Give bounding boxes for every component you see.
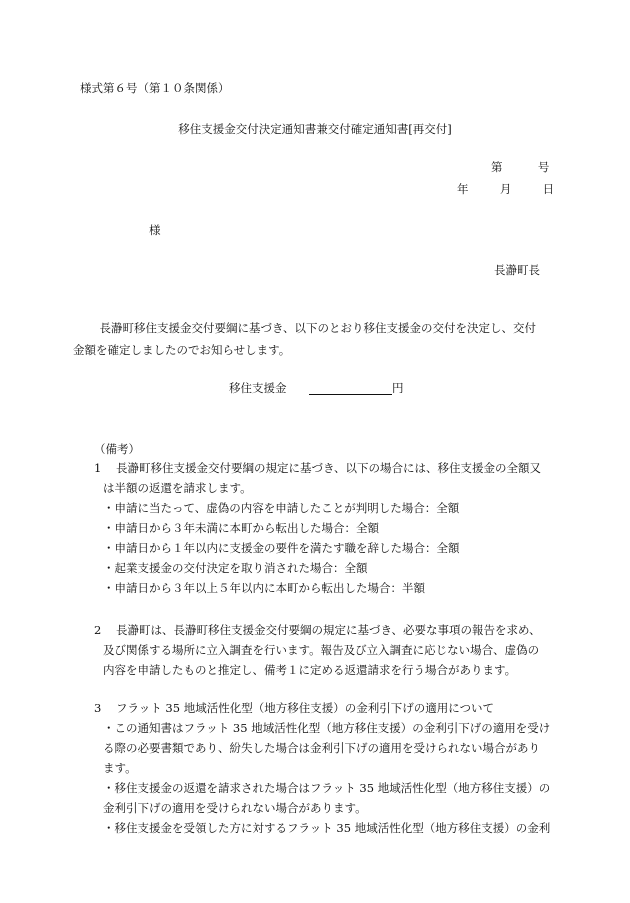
note-2-line-2: 及び関係する場所に立入調査を行います。報告及び立入調査に応じない場合、虚偽の bbox=[103, 643, 540, 657]
note-2-number: 2 bbox=[94, 623, 102, 637]
note-1-bullet-3: ・申請日から１年以内に支援金の要件を満たす職を辞した場合：全額 bbox=[103, 541, 460, 555]
document-title: 移住支援金交付決定通知書兼交付確定通知書[再交付] bbox=[178, 122, 452, 136]
number-prefix: 第 bbox=[491, 160, 503, 174]
date-day: 日 bbox=[542, 182, 555, 196]
date-line bbox=[457, 181, 554, 197]
note-3-bullet-1-line-3: ます。 bbox=[103, 761, 137, 775]
note-3-bullet-2-line-2: 金利引下げの適用を受けられない場合があります。 bbox=[103, 801, 367, 815]
amount-unit: 円 bbox=[392, 381, 404, 395]
addressee-suffix: 様 bbox=[149, 223, 161, 237]
form-number: 様式第６号（第１０条関係） bbox=[80, 81, 230, 95]
amount-label: 移住支援金 bbox=[229, 381, 287, 395]
note-3-bullet-2-line-1: ・移住支援金の返還を請求された場合はフラット 35 地域活性化型（地方移住支援）の bbox=[103, 781, 551, 795]
document-number-line bbox=[491, 159, 549, 175]
note-3-bullet-1-line-1: ・この通知書はフラット 35 地域活性化型（地方移住支援）の金利引下げの適用を受け bbox=[103, 721, 551, 735]
note-1-line-2: は半額の返還を請求します。 bbox=[103, 481, 252, 495]
note-3-bullet-3-line-1: ・移住支援金を受領した方に対するフラット 35 地域活性化型（地方移住支援）の金利 bbox=[103, 821, 551, 835]
note-3-bullet-1-line-2: る際の必要書類であり、紛失した場合は金利引下げの適用を受けられない場合があり bbox=[103, 741, 540, 755]
note-item-2 bbox=[94, 620, 541, 640]
issuer-name: 長瀞町長 bbox=[494, 263, 540, 277]
note-item-3 bbox=[94, 698, 494, 718]
note-1-bullet-4: ・起業支援金の交付決定を取り消された場合：全額 bbox=[103, 561, 368, 575]
date-month: 月 bbox=[499, 182, 512, 196]
body-line-1: 長瀞町移住支援金交付要綱に基づき、以下のとおり移住支援金の交付を決定し、交付 bbox=[99, 321, 537, 335]
note-2-line-1: 長瀞町は、長瀞町移住支援金交付要綱の規定に基づき、必要な事項の報告を求め、 bbox=[116, 623, 541, 637]
note-1-bullet-1: ・申請に当たって、虚偽の内容を申請したことが判明した場合：全額 bbox=[103, 501, 460, 515]
note-3-line-1: フラット 35 地域活性化型（地方移住支援）の金利引下げの適用について bbox=[116, 701, 494, 715]
note-item-1 bbox=[94, 458, 541, 478]
number-suffix: 号 bbox=[537, 160, 550, 174]
date-year: 年 bbox=[457, 182, 469, 196]
note-1-number: 1 bbox=[94, 461, 102, 475]
notes-heading: （備考） bbox=[94, 442, 140, 456]
note-3-number: 3 bbox=[94, 701, 102, 715]
note-1-bullet-5: ・申請日から３年以上５年以内に本町から転出した場合：半額 bbox=[103, 581, 425, 595]
body-line-2: 金額を確定しましたのでお知らせします。 bbox=[73, 343, 291, 357]
note-2-line-3: 内容を申請したものと推定し、備考１に定める返還請求を行う場合があります。 bbox=[103, 663, 517, 677]
body-paragraph bbox=[73, 317, 558, 361]
amount-blank-line bbox=[309, 394, 392, 395]
note-1-bullet-2: ・申請日から３年未満に本町から転出した場合：全額 bbox=[103, 521, 379, 535]
note-1-line-1: 長瀞町移住支援金交付要綱の規定に基づき、以下の場合には、移住支援金の全額又 bbox=[116, 461, 542, 475]
